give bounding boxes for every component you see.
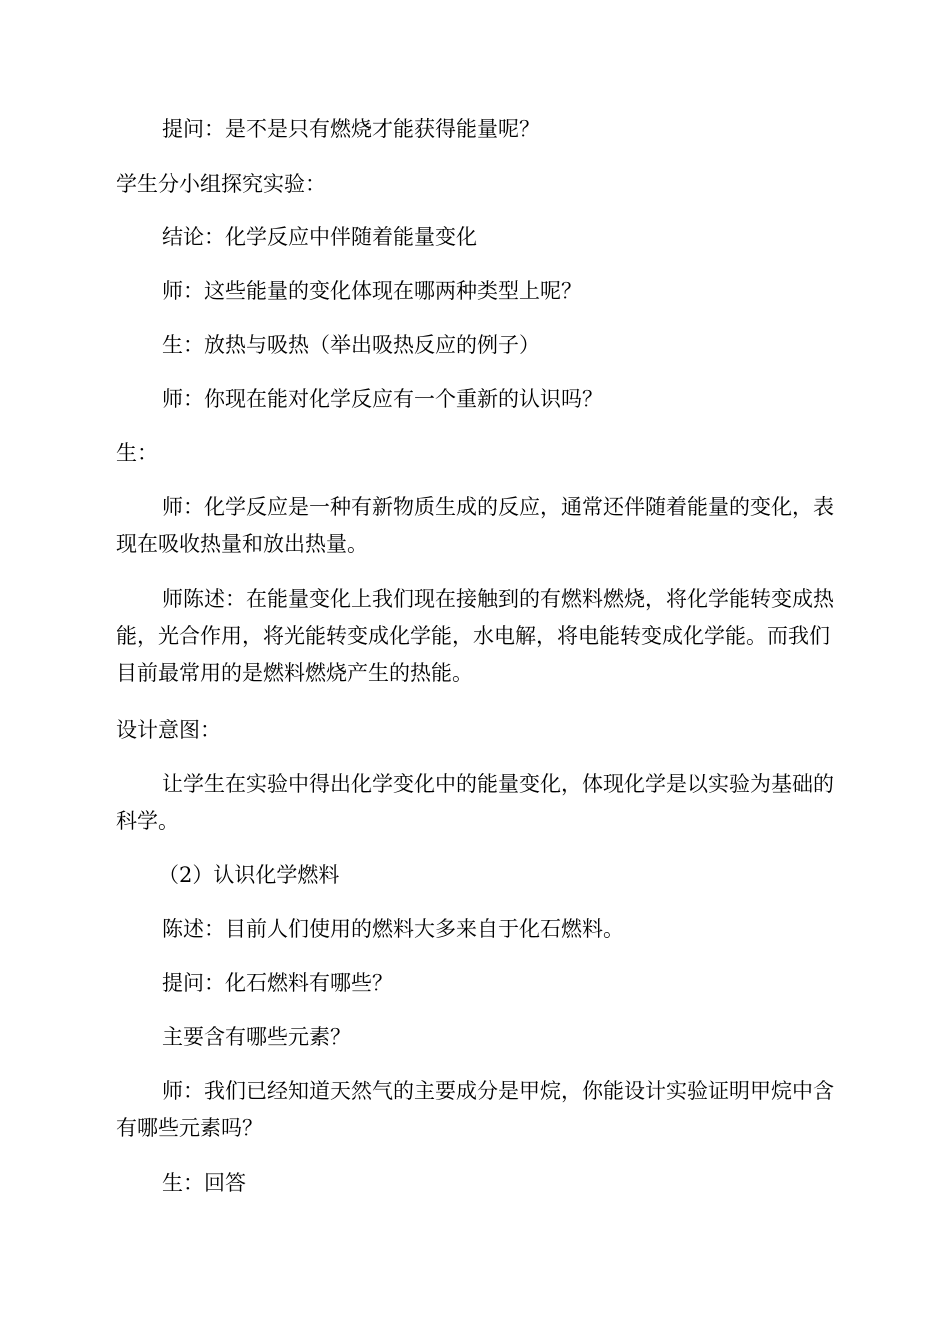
- paragraph-teacher-statement: 师陈述：在能量变化上我们现在接触到的有燃料燃烧，将化学能转变成热能，光合作用，将光能转变成化学能，水电解，将电能转变成化学能。而我们目前最常用的是燃料燃烧产生的热能。: [116, 587, 834, 685]
- paragraph-group-experiment: 学生分小组探究实验：: [116, 172, 326, 196]
- paragraph-design-intent-heading: 设计意图：: [116, 718, 221, 742]
- paragraph-question-combustion: 提问：是不是只有燃烧才能获得能量呢？: [162, 117, 540, 141]
- paragraph-question-elements: 主要含有哪些元素？: [162, 1025, 351, 1049]
- paragraph-teacher-energy-types: 师：这些能量的变化体现在哪两种类型上呢？: [162, 279, 582, 303]
- paragraph-student-answer: 生：回答: [162, 1171, 246, 1195]
- paragraph-teacher-new-understanding: 师：你现在能对化学反应有一个重新的认识吗？: [162, 387, 603, 411]
- paragraph-fossil-fuel-statement: 陈述：目前人们使用的燃料大多来自于化石燃料。: [162, 917, 624, 941]
- paragraph-conclusion: 结论：化学反应中伴随着能量变化: [162, 225, 477, 249]
- paragraph-teacher-definition: 师：化学反应是一种有新物质生成的反应，通常还伴随着能量的变化，表现在吸收热量和放出热量。: [116, 495, 834, 556]
- paragraph-question-fossil-fuels: 提问：化石燃料有哪些？: [162, 971, 393, 995]
- paragraph-teacher-methane: 师：我们已经知道天然气的主要成分是甲烷，你能设计实验证明甲烷中含有哪些元素吗？: [116, 1079, 834, 1140]
- paragraph-design-intent: 让学生在实验中得出化学变化中的能量变化，体现化学是以实验为基础的科学。: [116, 772, 834, 833]
- paragraph-student-blank: 生：: [116, 441, 158, 465]
- paragraph-student-heat: 生：放热与吸热（举出吸热反应的例子）: [162, 333, 540, 357]
- section-heading-chemical-fuels: （2）认识化学燃料: [158, 863, 340, 887]
